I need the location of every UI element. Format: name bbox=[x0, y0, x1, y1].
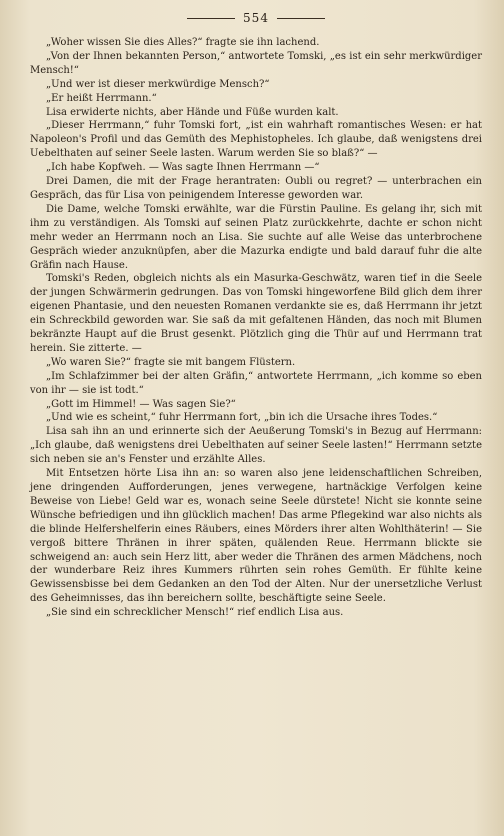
paragraph: „Er heißt Herrmann.“ bbox=[46, 92, 157, 104]
paragraph: „Und wie es scheint,“ fuhr Herrmann fort, „bin ich die Ursache ihres Todes.“ bbox=[46, 412, 438, 424]
header-rule-left bbox=[187, 18, 235, 19]
paragraph: „Ich habe Kopfweh. — Was sagte Ihnen Herrmann —“ bbox=[46, 162, 320, 174]
paragraph: Lisa erwiderte nichts, aber Hände und Füße wurden kalt. bbox=[46, 106, 339, 118]
page-header bbox=[30, 10, 482, 26]
paragraph: „Von der Ihnen bekannten Person,“ antwortete Tomski, „es ist ein sehr merkwürdiger Mensch!“ bbox=[30, 50, 482, 76]
paragraph: Die Dame, welche Tomski erwählte, war die Fürstin Pauline. Es gelang ihr, sich mit ihm zu verständigen. Als Tomski auf seinen Platz zurückkehrte, dachte er schon nicht mehr weder an Herrmann noch an Lisa. Sie suchte auf alle Weise das unterbrochene Gespräch wieder anzuknüpfen, aber die Mazurka endigte und bald darauf fuhr die alte Gräfin nach Hause. bbox=[30, 203, 482, 271]
paragraph: Lisa sah ihn an und erinnerte sich der Aeußerung Tomski's in Bezug auf Herrmann: „Ich glaube, daß wenigstens drei Uebelthaten auf seiner Seele lasten!“ Herrmann setzte sich neben sie an's Fenster und erzählte Alles. bbox=[30, 426, 482, 466]
paragraph: „Dieser Herrmann,“ fuhr Tomski fort, „ist ein wahrhaft romantisches Wesen: er hat Napoleon's Profil und das Gemüth des Mephistopheles. Ich glaube, daß wenigstens drei Uebelthaten auf seiner Seele lasten. Warum werden Sie so blaß?“ — bbox=[30, 120, 482, 160]
paragraph: „Im Schlafzimmer bei der alten Gräfin,“ antwortete Herrmann, „ich komme so eben von ihr — sie ist todt.“ bbox=[30, 370, 482, 396]
paragraph: „Woher wissen Sie dies Alles?“ fragte sie ihn lachend. bbox=[46, 37, 320, 48]
paragraph: Drei Damen, die mit der Frage herantraten: Oubli ou regret? — unterbrachen ein Gespräch, das für Lisa von peinigendem Interesse geworden war. bbox=[30, 176, 482, 201]
header-rule-right bbox=[277, 18, 325, 19]
paragraph: „Und wer ist dieser merkwürdige Mensch?“ bbox=[46, 78, 270, 90]
paragraph: „Sie sind ein schrecklicher Mensch!“ rief endlich Lisa aus. bbox=[46, 607, 344, 619]
paragraph: „Wo waren Sie?“ fragte sie mit bangem Flüstern. bbox=[46, 356, 296, 368]
paragraph: „Gott im Himmel! — Was sagen Sie?“ bbox=[46, 398, 236, 410]
paragraph: Tomski's Reden, obgleich nichts als ein Masurka-Geschwätz, waren tief in die Seele der jungen Schwärmerin gedrungen. Das von Tomski hingeworfene Bild glich dem ihrer eigenen Phantasie, und den neuesten Romanen verdankte sie es, daß Herrmann ihr jetzt ein Schreckbild geworden war. Sie saß da mit gefaltenen Händen, das noch mit Blumen bekränzte Haupt auf die Brust gesenkt. Plötzlich ging die Thür auf und Herrmann trat herein. Sie zitterte. — bbox=[30, 273, 482, 354]
paragraph: Mit Entsetzen hörte Lisa ihn an: so waren also jene leidenschaftlichen Schreiben, jene dringenden Aufforderungen, jenes verwegene, hartnäckige Verfolgen keine Beweise von Liebe! Geld war es, wonach seine Seele dürstete! Nicht sie konnte seine Wünsche befriedigen und ihn glücklich machen! Das arme Pflegekind war also nichts als die blinde Helfershelferin eines Räubers, eines Mörders ihrer alten Wohlthäterin! — Sie vergoß bittere Thränen in ihrer späten, quälenden Reue. Herrmann blickte sie schweigend an: auch sein Herz litt, aber weder die Thränen des armen Mädchens, noch der wunderbare Reiz ihres Kummers rührten sein rohes Gemüth. Er fühlte keine Gewissensbisse bei dem Gedanken an den Tod der Alten. Nur der unersetzliche Verlust des Geheimnisses, das ihn bereichern sollte, beschäftigte seine Seele. bbox=[30, 468, 482, 605]
page-number: 554 bbox=[243, 11, 269, 25]
body-text bbox=[30, 36, 482, 620]
